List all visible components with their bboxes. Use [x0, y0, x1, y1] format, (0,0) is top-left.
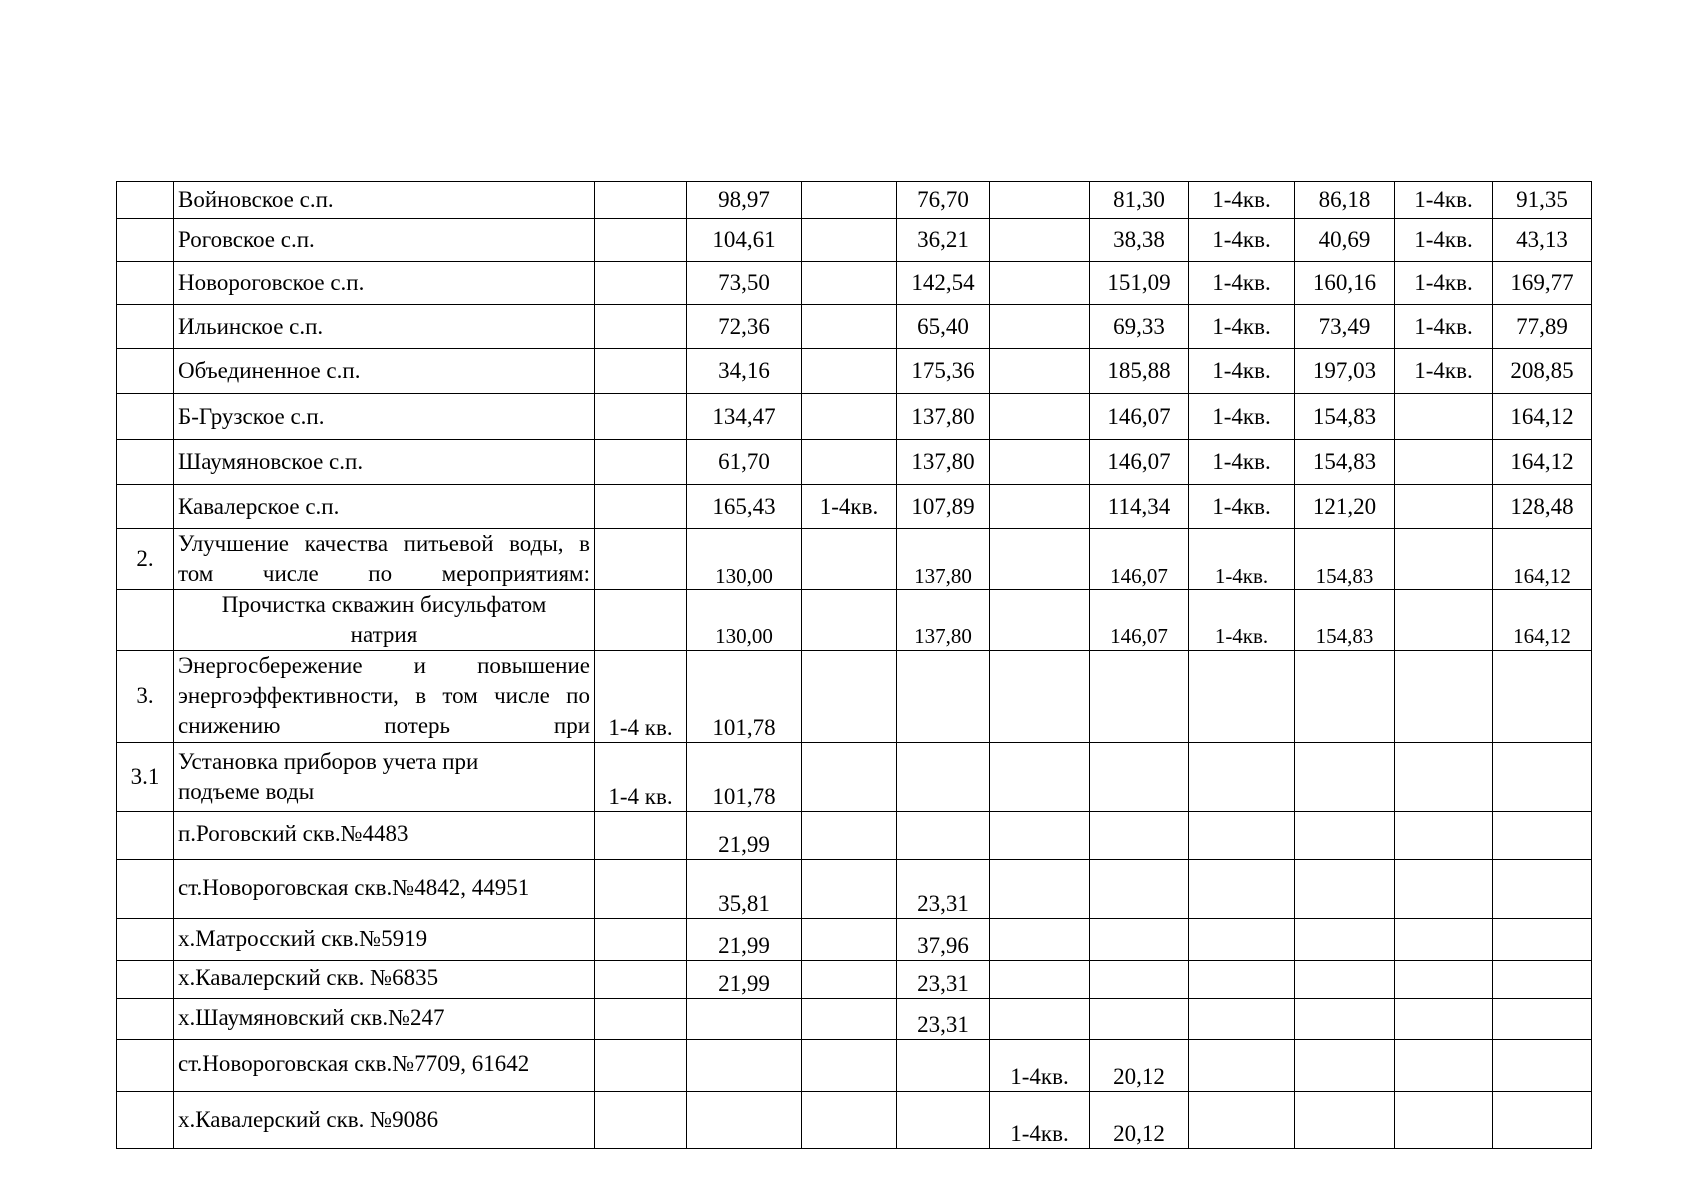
row-name: ст.Новороговская скв.№4842, 44951 — [174, 859, 595, 918]
cell-c2: 21,99 — [687, 960, 802, 998]
cell-c10: 164,12 — [1493, 394, 1592, 440]
cell-c10: 164,12 — [1493, 589, 1592, 650]
cell-c9: 1-4кв. — [1395, 219, 1493, 262]
table-row — [117, 918, 1592, 960]
cell-c7: 1-4кв. — [1189, 529, 1295, 590]
cell-c4: 142,54 — [897, 262, 990, 305]
row-number — [117, 811, 174, 859]
cell-c1 — [595, 394, 687, 440]
cell-c10: 164,12 — [1493, 440, 1592, 485]
cell-c4: 137,80 — [897, 529, 990, 590]
row-number — [117, 589, 174, 650]
row-number: 3.1 — [117, 742, 174, 811]
cell-c5 — [990, 742, 1090, 811]
cell-c3 — [802, 529, 897, 590]
cell-c6 — [1090, 742, 1189, 811]
cell-c10 — [1493, 1039, 1592, 1091]
cell-c4: 137,80 — [897, 589, 990, 650]
cell-c10 — [1493, 859, 1592, 918]
cell-c6 — [1090, 859, 1189, 918]
cell-c4: 37,96 — [897, 918, 990, 960]
cell-c5 — [990, 262, 1090, 305]
cell-c6: 146,07 — [1090, 529, 1189, 590]
row-name: ст.Новороговская скв.№7709, 61642 — [174, 1039, 595, 1091]
row-number — [117, 394, 174, 440]
cell-c1 — [595, 485, 687, 529]
cell-c9 — [1395, 440, 1493, 485]
row-name: Установка приборов учета при подъеме воды — [174, 742, 595, 811]
cell-c8 — [1295, 859, 1395, 918]
cell-c4: 76,70 — [897, 182, 990, 219]
table-row — [117, 219, 1592, 262]
cell-c10 — [1493, 811, 1592, 859]
cell-c6 — [1090, 811, 1189, 859]
row-name: х.Кавалерский скв. №9086 — [174, 1091, 595, 1148]
cell-c6 — [1090, 918, 1189, 960]
table-row — [117, 182, 1592, 219]
cell-c3 — [802, 182, 897, 219]
row-number — [117, 440, 174, 485]
row-name: п.Роговский скв.№4483 — [174, 811, 595, 859]
cell-c9 — [1395, 529, 1493, 590]
row-name: Новороговское с.п. — [174, 262, 595, 305]
cell-c5 — [990, 918, 1090, 960]
cell-c1 — [595, 1039, 687, 1091]
cell-c4: 23,31 — [897, 859, 990, 918]
row-name: х.Шаумяновский скв.№247 — [174, 998, 595, 1039]
cell-c1: 1-4 кв. — [595, 650, 687, 742]
cell-c1 — [595, 182, 687, 219]
cell-c4: 137,80 — [897, 394, 990, 440]
cell-c3: 1-4кв. — [802, 485, 897, 529]
cell-c8 — [1295, 918, 1395, 960]
cell-c7: 1-4кв. — [1189, 394, 1295, 440]
cell-c7: 1-4кв. — [1189, 440, 1295, 485]
table-row — [117, 650, 1592, 742]
table-row — [117, 1091, 1592, 1148]
cell-c7: 1-4кв. — [1189, 219, 1295, 262]
cell-c9 — [1395, 811, 1493, 859]
cell-c6: 20,12 — [1090, 1091, 1189, 1148]
cell-c4: 23,31 — [897, 960, 990, 998]
row-number: 2. — [117, 529, 174, 590]
cell-c1: 1-4 кв. — [595, 742, 687, 811]
cell-c9 — [1395, 859, 1493, 918]
cell-c3 — [802, 998, 897, 1039]
cell-c10 — [1493, 650, 1592, 742]
cell-c2: 130,00 — [687, 589, 802, 650]
row-name: Энергосбережение и повышение энергоэффективности, в том числе по снижению потерь при — [174, 650, 595, 742]
cell-c9 — [1395, 485, 1493, 529]
cell-c4 — [897, 1091, 990, 1148]
cell-c6: 151,09 — [1090, 262, 1189, 305]
table-row — [117, 485, 1592, 529]
cell-c3 — [802, 394, 897, 440]
cell-c9 — [1395, 1039, 1493, 1091]
cell-c3 — [802, 811, 897, 859]
cell-c9: 1-4кв. — [1395, 305, 1493, 349]
cell-c6: 185,88 — [1090, 349, 1189, 394]
cell-c3 — [802, 219, 897, 262]
cell-c5 — [990, 650, 1090, 742]
cell-c4: 23,31 — [897, 998, 990, 1039]
row-number — [117, 182, 174, 219]
cell-c2: 165,43 — [687, 485, 802, 529]
cell-c7 — [1189, 960, 1295, 998]
cell-c5 — [990, 859, 1090, 918]
cell-c7 — [1189, 1091, 1295, 1148]
row-name: Кавалерское с.п. — [174, 485, 595, 529]
cell-c6: 20,12 — [1090, 1039, 1189, 1091]
cell-c9 — [1395, 742, 1493, 811]
cell-c8: 154,83 — [1295, 440, 1395, 485]
cell-c8 — [1295, 1039, 1395, 1091]
row-name: Войновское с.п. — [174, 182, 595, 219]
cell-c6: 146,07 — [1090, 440, 1189, 485]
cell-c6: 69,33 — [1090, 305, 1189, 349]
cell-c3 — [802, 440, 897, 485]
cell-c4 — [897, 742, 990, 811]
cell-c8: 73,49 — [1295, 305, 1395, 349]
row-name: Объединенное с.п. — [174, 349, 595, 394]
cell-c5 — [990, 811, 1090, 859]
table-row — [117, 589, 1592, 650]
cell-c2: 34,16 — [687, 349, 802, 394]
cell-c5 — [990, 440, 1090, 485]
table-row — [117, 305, 1592, 349]
cell-c1 — [595, 262, 687, 305]
cell-c2: 101,78 — [687, 650, 802, 742]
table-row — [117, 394, 1592, 440]
cell-c8 — [1295, 1091, 1395, 1148]
cell-c7 — [1189, 998, 1295, 1039]
cell-c6 — [1090, 998, 1189, 1039]
cell-c9 — [1395, 1091, 1493, 1148]
cell-c8 — [1295, 960, 1395, 998]
cell-c3 — [802, 349, 897, 394]
cell-c3 — [802, 960, 897, 998]
cell-c2: 134,47 — [687, 394, 802, 440]
cell-c8 — [1295, 650, 1395, 742]
cell-c3 — [802, 918, 897, 960]
cell-c2: 61,70 — [687, 440, 802, 485]
row-name: Прочистка скважин бисульфатом натрия — [174, 589, 595, 650]
table-row — [117, 1039, 1592, 1091]
table-row — [117, 529, 1592, 590]
table-row — [117, 998, 1592, 1039]
cell-c2: 101,78 — [687, 742, 802, 811]
cell-c9: 1-4кв. — [1395, 262, 1493, 305]
cell-c8 — [1295, 742, 1395, 811]
cell-c9 — [1395, 650, 1493, 742]
cell-c2 — [687, 998, 802, 1039]
row-number — [117, 485, 174, 529]
cell-c3 — [802, 262, 897, 305]
cell-c10: 128,48 — [1493, 485, 1592, 529]
cell-c2: 35,81 — [687, 859, 802, 918]
row-number — [117, 305, 174, 349]
cell-c10: 169,77 — [1493, 262, 1592, 305]
cell-c1 — [595, 960, 687, 998]
cell-c10 — [1493, 998, 1592, 1039]
cell-c8 — [1295, 811, 1395, 859]
cell-c7: 1-4кв. — [1189, 349, 1295, 394]
row-name: Б-Грузское с.п. — [174, 394, 595, 440]
cell-c1 — [595, 589, 687, 650]
cell-c4 — [897, 1039, 990, 1091]
cell-c4 — [897, 811, 990, 859]
row-name: Ильинское с.п. — [174, 305, 595, 349]
cell-c7: 1-4кв. — [1189, 182, 1295, 219]
row-number — [117, 219, 174, 262]
cell-c10: 164,12 — [1493, 529, 1592, 590]
cell-c10 — [1493, 742, 1592, 811]
cell-c5 — [990, 998, 1090, 1039]
cell-c2: 104,61 — [687, 219, 802, 262]
cell-c9 — [1395, 960, 1493, 998]
row-name: х.Матросский скв.№5919 — [174, 918, 595, 960]
cell-c9: 1-4кв. — [1395, 182, 1493, 219]
row-number: 3. — [117, 650, 174, 742]
cell-c1 — [595, 219, 687, 262]
cell-c9 — [1395, 589, 1493, 650]
row-number — [117, 349, 174, 394]
cell-c1 — [595, 440, 687, 485]
table-row — [117, 859, 1592, 918]
cell-c8: 86,18 — [1295, 182, 1395, 219]
cell-c4: 175,36 — [897, 349, 990, 394]
cell-c3 — [802, 1091, 897, 1148]
cell-c5 — [990, 589, 1090, 650]
row-number — [117, 1039, 174, 1091]
cell-c5 — [990, 394, 1090, 440]
cell-c4: 107,89 — [897, 485, 990, 529]
cell-c9: 1-4кв. — [1395, 349, 1493, 394]
cell-c2: 72,36 — [687, 305, 802, 349]
cell-c6: 146,07 — [1090, 394, 1189, 440]
cell-c2 — [687, 1091, 802, 1148]
row-name: Шаумяновское с.п. — [174, 440, 595, 485]
cell-c8: 154,83 — [1295, 589, 1395, 650]
cell-c8: 154,83 — [1295, 529, 1395, 590]
cell-c1 — [595, 349, 687, 394]
cell-c2: 21,99 — [687, 811, 802, 859]
row-number — [117, 1091, 174, 1148]
table-row — [117, 262, 1592, 305]
table-row — [117, 440, 1592, 485]
cell-c5 — [990, 219, 1090, 262]
cell-c3 — [802, 650, 897, 742]
cell-c7 — [1189, 742, 1295, 811]
cell-c7: 1-4кв. — [1189, 262, 1295, 305]
row-name: Роговское с.п. — [174, 219, 595, 262]
cell-c10: 91,35 — [1493, 182, 1592, 219]
cell-c2: 130,00 — [687, 529, 802, 590]
cell-c3 — [802, 742, 897, 811]
cell-c1 — [595, 859, 687, 918]
cell-c7 — [1189, 1039, 1295, 1091]
cell-c5 — [990, 960, 1090, 998]
cell-c8: 154,83 — [1295, 394, 1395, 440]
cell-c6: 146,07 — [1090, 589, 1189, 650]
cell-c1 — [595, 529, 687, 590]
cell-c10 — [1493, 960, 1592, 998]
table-row — [117, 742, 1592, 811]
cell-c7 — [1189, 811, 1295, 859]
data-table — [116, 181, 1592, 1149]
cell-c5 — [990, 485, 1090, 529]
cell-c7: 1-4кв. — [1189, 305, 1295, 349]
cell-c10: 77,89 — [1493, 305, 1592, 349]
cell-c5: 1-4кв. — [990, 1039, 1090, 1091]
cell-c9 — [1395, 394, 1493, 440]
row-number — [117, 960, 174, 998]
cell-c8: 121,20 — [1295, 485, 1395, 529]
cell-c7 — [1189, 918, 1295, 960]
cell-c4: 36,21 — [897, 219, 990, 262]
cell-c6 — [1090, 960, 1189, 998]
cell-c7: 1-4кв. — [1189, 589, 1295, 650]
cell-c8: 160,16 — [1295, 262, 1395, 305]
row-number — [117, 918, 174, 960]
cell-c3 — [802, 305, 897, 349]
cell-c1 — [595, 1091, 687, 1148]
cell-c8 — [1295, 998, 1395, 1039]
row-number — [117, 262, 174, 305]
row-name: х.Кавалерский скв. №6835 — [174, 960, 595, 998]
cell-c7: 1-4кв. — [1189, 485, 1295, 529]
row-number — [117, 859, 174, 918]
cell-c2: 73,50 — [687, 262, 802, 305]
cell-c2 — [687, 1039, 802, 1091]
cell-c10 — [1493, 918, 1592, 960]
cell-c4 — [897, 650, 990, 742]
cell-c5 — [990, 182, 1090, 219]
cell-c5 — [990, 349, 1090, 394]
cell-c7 — [1189, 859, 1295, 918]
cell-c1 — [595, 811, 687, 859]
row-number — [117, 998, 174, 1039]
cell-c3 — [802, 859, 897, 918]
table-row — [117, 811, 1592, 859]
cell-c3 — [802, 589, 897, 650]
row-name: Улучшение качества питьевой воды, в том числе по мероприятиям: — [174, 529, 595, 590]
cell-c2: 98,97 — [687, 182, 802, 219]
cell-c10: 43,13 — [1493, 219, 1592, 262]
cell-c8: 197,03 — [1295, 349, 1395, 394]
cell-c6: 38,38 — [1090, 219, 1189, 262]
cell-c7 — [1189, 650, 1295, 742]
cell-c1 — [595, 305, 687, 349]
cell-c9 — [1395, 998, 1493, 1039]
cell-c10: 208,85 — [1493, 349, 1592, 394]
cell-c10 — [1493, 1091, 1592, 1148]
cell-c4: 65,40 — [897, 305, 990, 349]
cell-c2: 21,99 — [687, 918, 802, 960]
cell-c5 — [990, 305, 1090, 349]
cell-c9 — [1395, 918, 1493, 960]
cell-c3 — [802, 1039, 897, 1091]
cell-c4: 137,80 — [897, 440, 990, 485]
cell-c1 — [595, 998, 687, 1039]
cell-c5: 1-4кв. — [990, 1091, 1090, 1148]
cell-c6: 81,30 — [1090, 182, 1189, 219]
cell-c5 — [990, 529, 1090, 590]
cell-c6: 114,34 — [1090, 485, 1189, 529]
cell-c1 — [595, 918, 687, 960]
table-row — [117, 960, 1592, 998]
cell-c8: 40,69 — [1295, 219, 1395, 262]
cell-c6 — [1090, 650, 1189, 742]
table-row — [117, 349, 1592, 394]
